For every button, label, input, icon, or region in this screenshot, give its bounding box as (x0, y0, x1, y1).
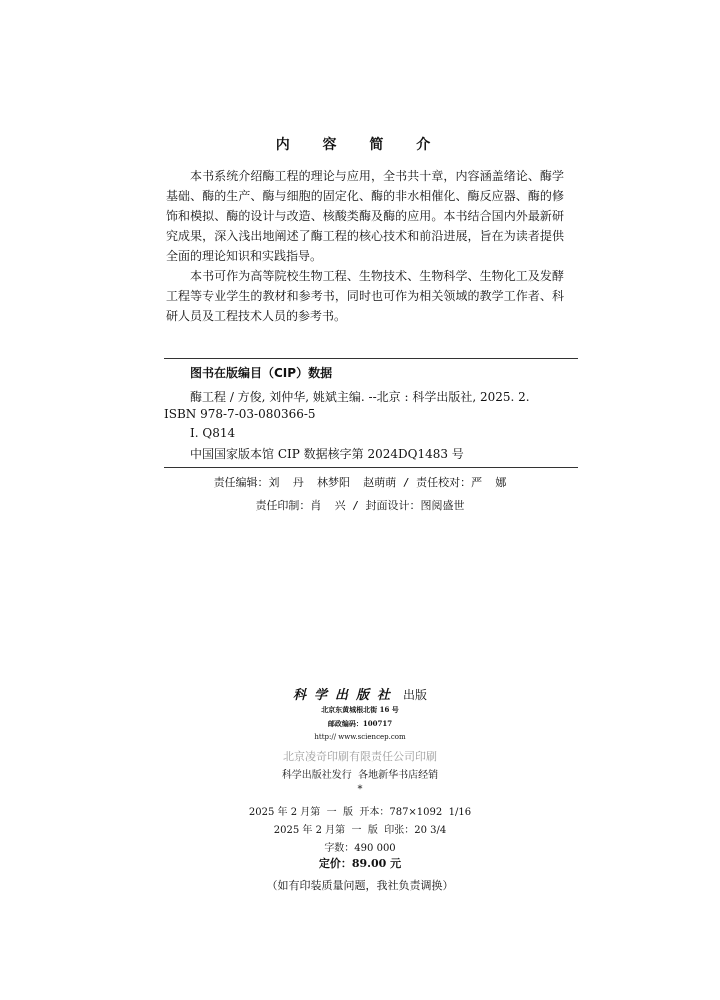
publisher-website: http:// www.sciencep.com (314, 733, 406, 741)
publisher-postcode: 邮政编码：100717 (327, 719, 393, 728)
cip-bibliographic-line: 酶工程 / 方俊, 刘仲华, 姚斌主编. --北京 : 科学出版社, 2025. 2. (190, 390, 530, 404)
word-count: 字数：490 000 (324, 843, 396, 854)
cip-record-number: 中国国家版本馆 CIP 数据核字第 2024DQ1483 号 (190, 447, 464, 461)
cip-classification: I. Q814 (190, 426, 236, 440)
separator-star: * (357, 784, 363, 795)
credits-editors: 责任编辑：刘 丹 林梦阳 赵萌萌 / 责任校对：严 娜 (213, 476, 507, 489)
quality-notice: （如有印装质量问题，我社负责调换） (266, 879, 454, 892)
printing-sheets-line: 2025 年 2 月第 一 版 印张：20 3/4 (273, 825, 447, 836)
edition-format-line: 2025 年 2 月第 一 版 开本：787×1092 1/16 (248, 807, 472, 818)
publisher-address: 北京东黄城根北街 16 号 (321, 705, 399, 714)
credits-production: 责任印制：肖 兴 / 封面设计：图阅盛世 (255, 499, 465, 512)
cip-bottom-rule (164, 467, 578, 468)
publisher-line (0, 684, 720, 703)
cip-heading: 图书在版编目（CIP）数据 (190, 366, 333, 380)
distribution-line: 科学出版社发行 各地新华书店经销 (281, 770, 439, 781)
publisher-logo: 科学出版社 (292, 688, 398, 703)
intro-title: 内 容 简 介 (275, 137, 445, 153)
printer-name: 北京凌奇印刷有限责任公司印刷 (283, 750, 437, 763)
publisher-suffix: 出版 (403, 688, 428, 702)
intro-paragraph-2: 本书可作为高等院校生物工程、生物技术、生物科学、生物化工及发酵工程等专业学生的教材和参考书，同时也可作为相关领域的教学工作者、科研人员及工程技术人员的参考书。 (166, 269, 564, 323)
cip-isbn: ISBN 978-7-03-080366-5 (164, 407, 316, 421)
cip-top-rule (164, 358, 578, 359)
price: 定价：89.00 元 (318, 857, 402, 870)
intro-body (166, 166, 564, 326)
intro-paragraph-1: 本书系统介绍酶工程的理论与应用，全书共十章，内容涵盖绪论、酶学基础、酶的生产、酶与细胞的固定化、酶的非水相催化、酶反应器、酶的修饰和模拟、酶的设计与改造、核酸类酶及酶的应用。本书结合国内外最新研究成果，深入浅出地阐述了酶工程的核心技术和前沿进展，旨在为读者提供全面的理论知识和实践指导。 (166, 169, 564, 263)
